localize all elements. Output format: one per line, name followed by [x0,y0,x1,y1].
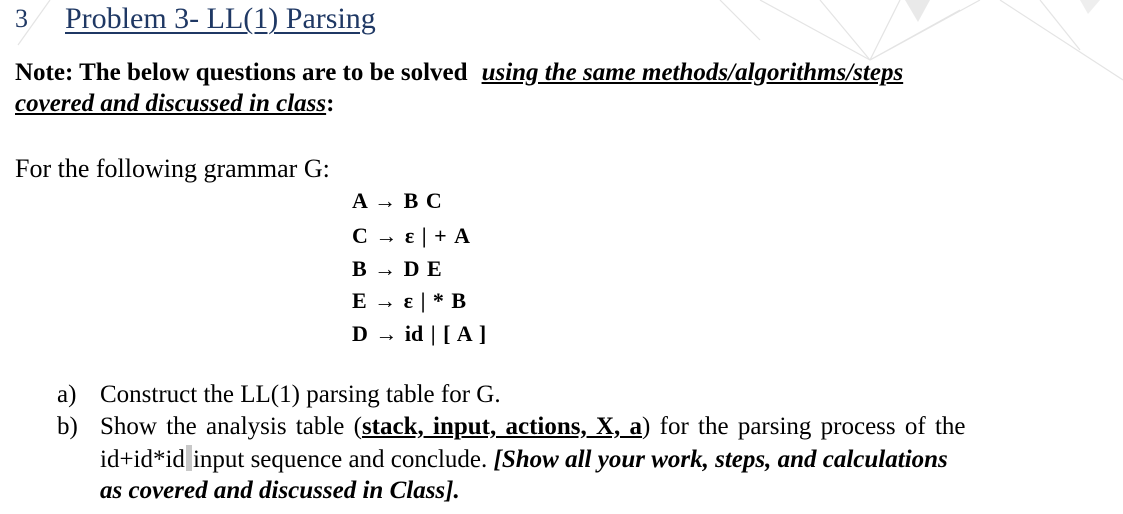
grammar-rule: A → B C [352,188,442,213]
grammar-rule: B → D E [352,256,442,281]
page-title: Problem 3- LL(1) Parsing [65,2,376,35]
grammar-intro: For the following grammar G: [15,154,330,183]
text-cursor-icon [186,445,192,471]
question-b-emphasis-line2: [Show all your work, steps, and calculations [493,446,948,473]
grammar-rule: E → ε | * B [352,288,467,313]
note-label: Note: The below questions are to be solved [15,59,468,86]
note-colon: : [326,90,335,117]
note-emphasis-line1: using the same methods/algorithms/steps [481,59,904,86]
question-b-sequence: id+id*id [100,446,185,473]
note-line-1 [15,59,903,87]
question-b-line2 [100,445,948,474]
question-b-underlined: stack, input, actions, X, a [361,413,643,440]
question-a-text: Construct the LL(1) parsing table for G. [100,381,501,408]
question-a-marker: a) [57,381,77,408]
question-b-emphasis-line3: as covered and discussed in Class]. [100,477,460,504]
question-b-pre: Show the analysis table ( [100,413,362,440]
question-b-marker: b) [57,413,78,440]
note-line-2 [15,90,334,118]
grammar-rule: D → id | [ A ] [352,321,487,346]
question-b-post: ) for the parsing process of the [642,413,966,440]
note-emphasis-line2: covered and discussed in class [15,90,327,117]
question-b-line1 [100,413,966,441]
question-b-line2-text: input sequence and conclude. [192,446,488,473]
section-number: 3 [15,4,28,33]
grammar-rule: C → ε | + A [352,223,471,248]
